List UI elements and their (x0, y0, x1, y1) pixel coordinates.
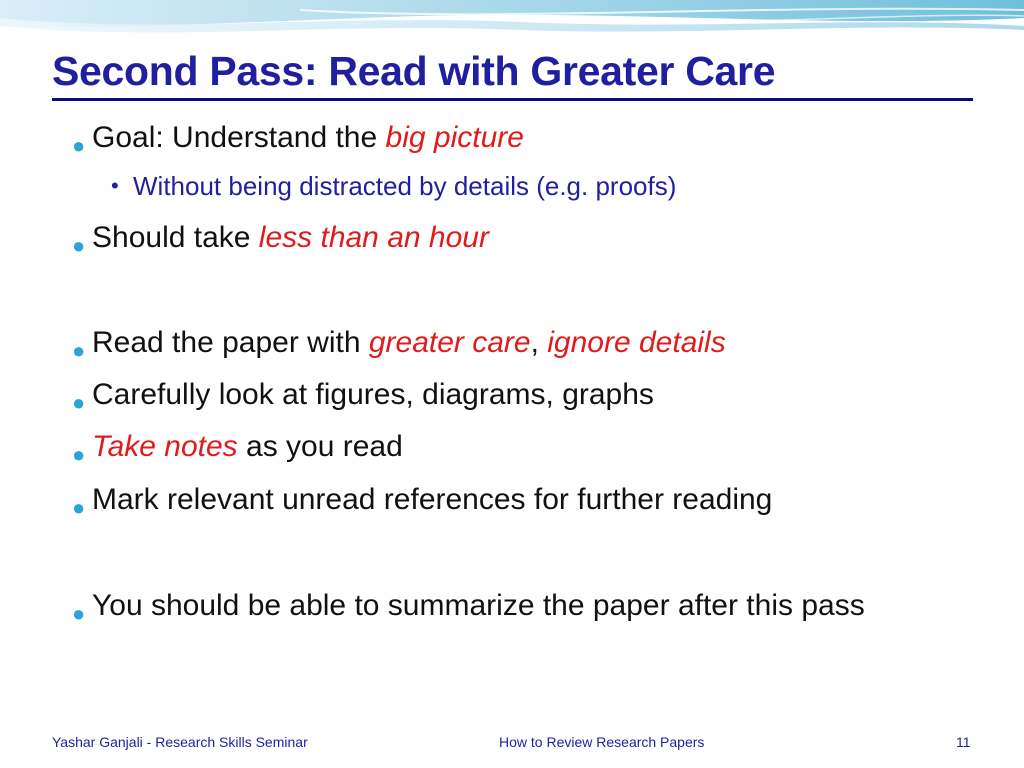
footer-author: Yashar Ganjali - Research Skills Seminar (52, 734, 308, 750)
bullet-time: ● Should take less than an hour (92, 216, 992, 260)
bullet-read-care: ● Read the paper with greater care, ignore details (92, 321, 992, 365)
bullet-goal: ● Goal: Understand the big picture (92, 116, 992, 160)
bullet-figures: ● Carefully look at figures, diagrams, graphs (92, 373, 992, 417)
bullet-dot-icon: ● (72, 390, 86, 415)
sub-bullet-details: • Without being distracted by details (e.g. proofs) (133, 168, 993, 204)
slide-number: 11 (956, 734, 971, 750)
emphasis-text: greater care (368, 326, 531, 359)
bullet-notes: ● Take notes as you read (92, 425, 992, 469)
bullet-dot-icon: ● (72, 233, 86, 258)
emphasis-text: Take notes (92, 430, 238, 463)
bullet-summarize: ● You should be able to summarize the paper after this pass (92, 584, 952, 628)
bullet-dot-icon: ● (72, 442, 86, 467)
slide-title: Second Pass: Read with Greater Care (52, 48, 776, 94)
bullet-dot-icon: ● (72, 338, 86, 363)
emphasis-text: big picture (385, 121, 524, 154)
bullet-dot-icon: ● (72, 495, 86, 520)
emphasis-text: less than an hour (258, 221, 489, 254)
footer-talk-title: How to Review Research Papers (499, 734, 705, 750)
emphasis-text: ignore details (547, 326, 726, 359)
bullet-dot-icon: ● (72, 601, 86, 626)
bullet-references: ● Mark relevant unread references for further reading (92, 478, 992, 522)
sub-bullet-dot-icon: • (111, 173, 119, 198)
bullet-dot-icon: ● (72, 133, 86, 158)
